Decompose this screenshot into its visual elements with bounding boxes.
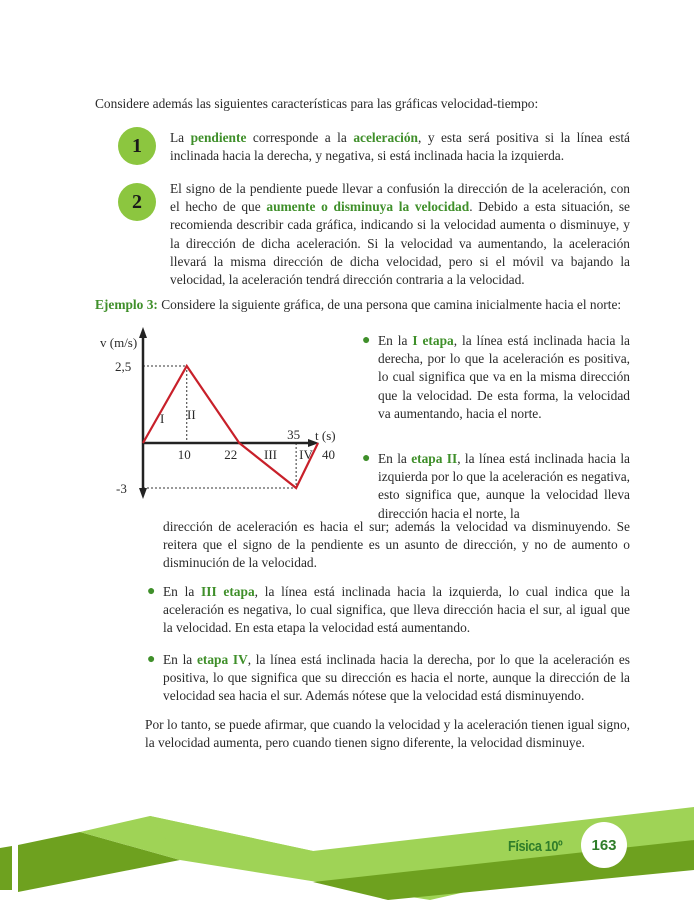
page-number: 163 xyxy=(581,822,627,868)
number-badge-label: 1 xyxy=(132,134,142,157)
bullet-text xyxy=(163,584,630,635)
bullet-stage-3 xyxy=(147,583,631,638)
text-run: En la xyxy=(378,451,412,466)
velocity-time-chart xyxy=(90,325,350,505)
bullet-stage-2-continuation: dirección de aceleración es hacia el sur; además la velocidad va disminuyendo. Se reitera que el signo de la pendiente es un asunto de dirección, y no de aumento o disminución de la velocidad. xyxy=(163,519,630,571)
number-badge-1 xyxy=(118,127,156,165)
bullet-icon: ● xyxy=(362,451,371,466)
ribbon-dark-left xyxy=(0,846,12,890)
region-label: IV xyxy=(299,447,313,462)
highlight-term: pendiente xyxy=(190,130,247,145)
x-axis-label: t (s) xyxy=(315,428,336,443)
example-label: Ejemplo 3: xyxy=(95,297,158,312)
number-badge-2 xyxy=(118,183,156,221)
highlight-term: etapa II xyxy=(411,451,458,466)
bullet-icon: ● xyxy=(362,333,371,348)
y-tick-label: 2,5 xyxy=(115,359,132,374)
bullet-text xyxy=(378,333,630,421)
book-title: Física 10º xyxy=(508,838,563,855)
y-tick-label: -3 xyxy=(116,481,127,496)
conclusion-text: Por lo tanto, se puede afirmar, que cuando la velocidad y la aceleración tienen igual signo, la velocidad aumenta, pero cuando tienen signo diferente, la velocidad disminuye. xyxy=(145,717,630,751)
x-tick-label: 35 xyxy=(287,427,301,442)
y-axis-arrow-down-icon xyxy=(139,488,147,499)
text-run: En la xyxy=(378,333,413,348)
number-badge-label: 2 xyxy=(132,190,142,213)
text-run: , la línea está inclinada hacia la izquierda por lo que la aceleración es negativa, esto significa que, aunque la velocidad lleva dirección hacia el norte, la xyxy=(378,451,631,521)
text-run: El signo de la pendiente puede llevar a confusión la dirección de la aceleración, con el hecho de que xyxy=(170,181,630,215)
highlight-term: aceleración xyxy=(353,130,419,145)
text-run: , la línea está inclinada hacia la derecha, por lo que la aceleración es positiva, lo cual significa que va en la misma dirección que la velocidad. De esta forma, la velocidad va aumentando, hacia el norte. xyxy=(378,333,630,421)
bullet-stage-1 xyxy=(362,332,630,423)
highlight-term: III etapa xyxy=(201,584,255,599)
bullet-stage-2 xyxy=(362,450,631,523)
bullet-stage-4 xyxy=(147,651,630,706)
x-tick-label: 40 xyxy=(322,447,335,462)
highlight-term: I etapa xyxy=(412,333,454,348)
region-label: III xyxy=(264,447,277,462)
highlight-term: etapa IV xyxy=(196,652,248,667)
intro-text: Considere además las siguientes características para las gráficas velocidad-tiempo: xyxy=(95,96,539,111)
example-text: Considere la siguiente gráfica, de una persona que camina inicialmente hacia el norte: xyxy=(157,297,622,312)
text-run: , y esta será positiva si la línea está inclinada hacia la derecha, y negativa, si está inclinada hacia la izquierda. xyxy=(170,130,630,164)
text-run: En la xyxy=(163,652,197,667)
point-2-text xyxy=(170,180,630,289)
bullet-icon: ● xyxy=(147,584,156,599)
point-1-text xyxy=(170,129,630,165)
text-run: La xyxy=(170,130,191,145)
x-tick-label: 22 xyxy=(224,447,238,462)
highlight-term: aumente o disminuya la velocidad xyxy=(266,199,470,215)
bullet-text xyxy=(163,652,630,703)
x-tick-label: 10 xyxy=(177,447,191,462)
text-run: corresponde a la xyxy=(246,130,354,145)
example-heading xyxy=(95,296,655,314)
y-axis-label: v (m/s) xyxy=(100,335,138,350)
y-axis-arrow-up-icon xyxy=(139,327,147,338)
text-run: En la xyxy=(163,584,202,599)
region-label: I xyxy=(160,411,165,426)
bullet-text xyxy=(378,451,630,521)
text-run: , la línea está inclinada hacia la izquierda, lo cual indica que la aceleración es negativa, lo cual significa, que lleva dirección hacia el sur, al igual que la velocidad. En esta etapa la velocidad está aumentando. xyxy=(163,584,631,636)
bullet-icon: ● xyxy=(147,652,156,667)
region-label: II xyxy=(187,407,196,422)
text-run: , la línea está inclinada hacia la derecha, por lo que la aceleración es positiva, lo que significa que su dirección es hacia el norte, aunque la dirección de la velocidad sea hacia el sur. Además nótese que la velocidad está disminuyendo. xyxy=(163,652,630,704)
text-run: . Debido a esta situación, se recomienda describir cada gráfica, indicando si la velocidad aumenta o disminuye, y la dirección de dicha aceleración. Si la velocidad va aumentando, la aceleración llevará la misma dirección de dicha velocidad, pero si el móvil va bajando la velocidad, la aceleración tendrá dirección contraria a la velocidad. xyxy=(170,199,631,288)
